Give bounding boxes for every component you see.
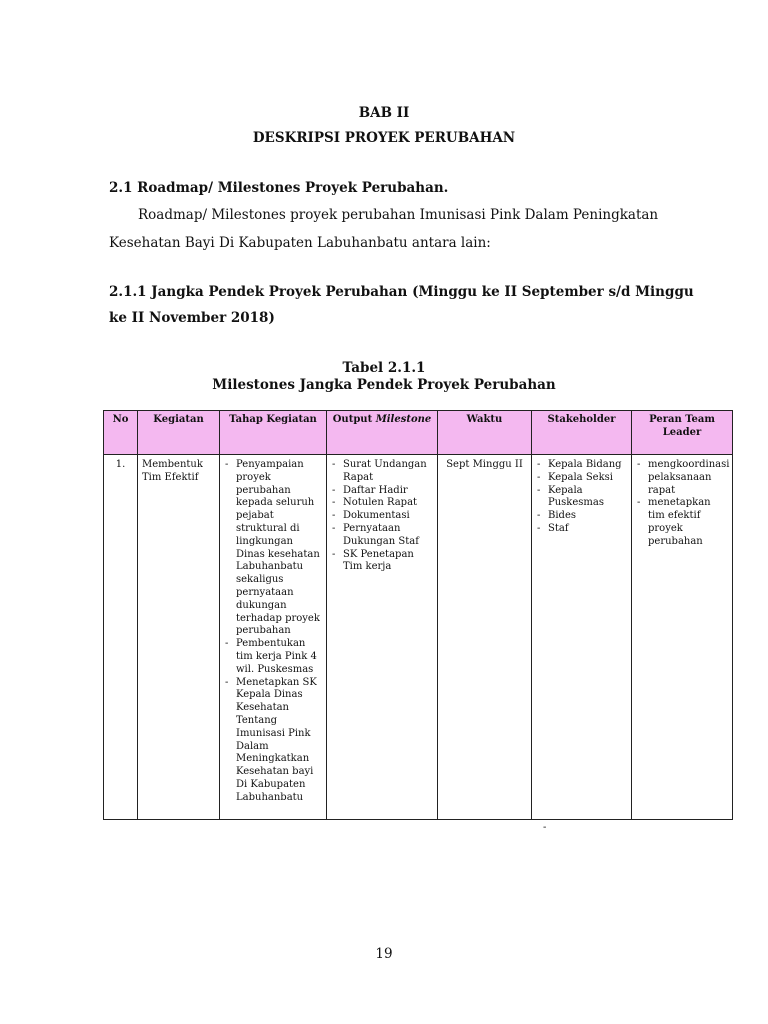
- tahap-list: [224, 459, 322, 805]
- cell-peran-team-leader: [632, 455, 733, 820]
- table-header-row: [104, 411, 733, 455]
- paragraph-line-2: Kesehatan Bayi Di Kabupaten Labuhanbatu antara lain:: [109, 235, 491, 251]
- tahap-item: - Menetapkan SK Kepala Dinas Kesehatan Tentang Imunisasi Pink Dalam Meningkatkan Kesehatan bayi Di Kabupaten Labuhanbatu: [224, 677, 322, 805]
- tahap-item: - Penyampaian proyek perubahan kepada seluruh pejabat struktural di lingkungan Dinas kesehatan Labuhanbatu sekaligus pernyataan dukungan terhadap proyek perubahan: [224, 459, 322, 638]
- header-kegiatan: Kegiatan: [138, 411, 220, 455]
- table-caption-number: Tabel 2.1.1: [342, 360, 426, 376]
- milestones-table: [103, 410, 733, 820]
- page-number: 19: [375, 946, 393, 962]
- output-item: - SK Penetapan Tim kerja: [331, 549, 433, 575]
- below-table-mark: -: [543, 822, 547, 833]
- cell-output-milestone: [327, 455, 438, 820]
- header-stakeholder: Stakeholder: [532, 411, 632, 455]
- stakeholder-item: - Kepala Puskesmas: [536, 485, 627, 511]
- output-item: - Pernyataan Dukungan Staf: [331, 523, 433, 549]
- output-item: - Notulen Rapat: [331, 497, 433, 510]
- header-output-prefix: Output: [332, 414, 376, 425]
- table-caption-title: Milestones Jangka Pendek Proyek Perubahan: [212, 377, 556, 393]
- stakeholder-list: [536, 459, 627, 536]
- header-output-milestone: [327, 411, 438, 455]
- cell-waktu: Sept Minggu II: [438, 455, 532, 820]
- section-2-1-heading: 2.1 Roadmap/ Milestones Proyek Perubahan.: [109, 180, 449, 196]
- stakeholder-item: - Bides: [536, 510, 627, 523]
- peran-item: - mengkoordinasi pelaksanaan rapat: [636, 459, 728, 497]
- header-no: No: [104, 411, 138, 455]
- output-item: - Surat Undangan Rapat: [331, 459, 433, 485]
- chapter-number: BAB II: [358, 105, 410, 121]
- cell-no: 1.: [104, 455, 138, 820]
- chapter-title: DESKRIPSI PROYEK PERUBAHAN: [252, 130, 516, 146]
- stakeholder-item: - Kepala Bidang: [536, 459, 627, 472]
- header-output-italic: Milestone: [375, 414, 432, 425]
- peran-list: [636, 459, 728, 549]
- header-waktu: Waktu: [438, 411, 532, 455]
- section-2-1-paragraph: [109, 201, 659, 257]
- output-item: - Daftar Hadir: [331, 485, 433, 498]
- table-row: [104, 455, 733, 820]
- output-list: [331, 459, 433, 574]
- section-2-1-1-heading-line-1: 2.1.1 Jangka Pendek Proyek Perubahan (Minggu ke II September s/d Minggu: [109, 284, 694, 300]
- header-peran-team-leader: Peran Team Leader: [632, 411, 733, 455]
- cell-kegiatan: Membentuk Tim Efektif: [138, 455, 220, 820]
- header-tahap-kegiatan: Tahap Kegiatan: [220, 411, 327, 455]
- cell-tahap-kegiatan: [220, 455, 327, 820]
- section-2-1-1-heading-line-2: ke II November 2018): [109, 310, 275, 326]
- output-item: - Dokumentasi: [331, 510, 433, 523]
- stakeholder-item: - Kepala Seksi: [536, 472, 627, 485]
- paragraph-line-1: Roadmap/ Milestones proyek perubahan Imunisasi Pink Dalam Peningkatan: [138, 207, 659, 223]
- stakeholder-item: - Staf: [536, 523, 627, 536]
- tahap-item: - Pembentukan tim kerja Pink 4 wil. Puskesmas: [224, 638, 322, 676]
- peran-item: - menetapkan tim efektif proyek perubahan: [636, 497, 728, 548]
- cell-stakeholder: [532, 455, 632, 820]
